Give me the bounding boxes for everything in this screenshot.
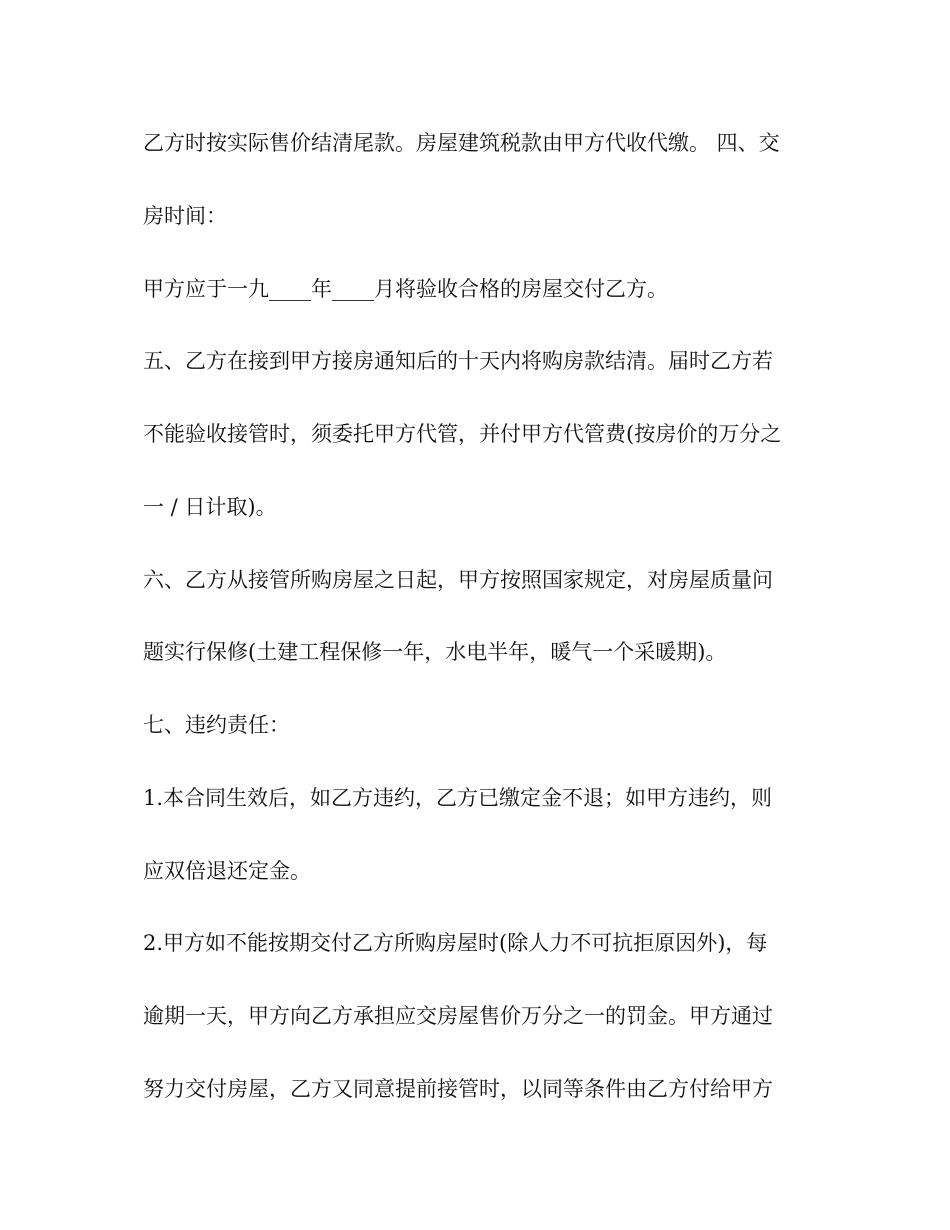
text-line: 1.本合同生效后，如乙方违约，乙方已缴定金不退；如甲方违约，则	[143, 786, 773, 810]
text-line: 房时间：	[143, 204, 227, 228]
text-line: 六、乙方从接管所购房屋之日起，甲方按照国家规定，对房屋质量问	[143, 568, 773, 592]
text-line: 题实行保修(土建工程保修一年，水电半年，暖气一个采暖期)。	[143, 640, 727, 664]
text-line: 乙方时按实际售价结清尾款。房屋建筑税款由甲方代收代缴。 四、交	[143, 131, 780, 155]
text-line: 应双倍退还定金。	[143, 859, 311, 883]
text-line: 2.甲方如不能按期交付乙方所购房屋时(除人力不可抗拒原因外)，每	[143, 931, 768, 955]
text-line: 不能验收接管时，须委托甲方代管，并付甲方代管费(按房价的万分之	[143, 422, 782, 446]
text-line: 努力交付房屋，乙方又同意提前接管时，以同等条件由乙方付给甲方	[143, 1077, 773, 1101]
text-line: 七、违约责任：	[143, 713, 290, 737]
text-line: 逾期一天，甲方向乙方承担应交房屋售价万分之一的罚金。甲方通过	[143, 1004, 773, 1028]
text-line: 甲方应于一九____年____月将验收合格的房屋交付乙方。	[143, 277, 668, 301]
text-line: 一 / 日计取)。	[143, 495, 277, 519]
text-line: 五、乙方在接到甲方接房通知后的十天内将购房款结清。届时乙方若	[143, 349, 773, 373]
